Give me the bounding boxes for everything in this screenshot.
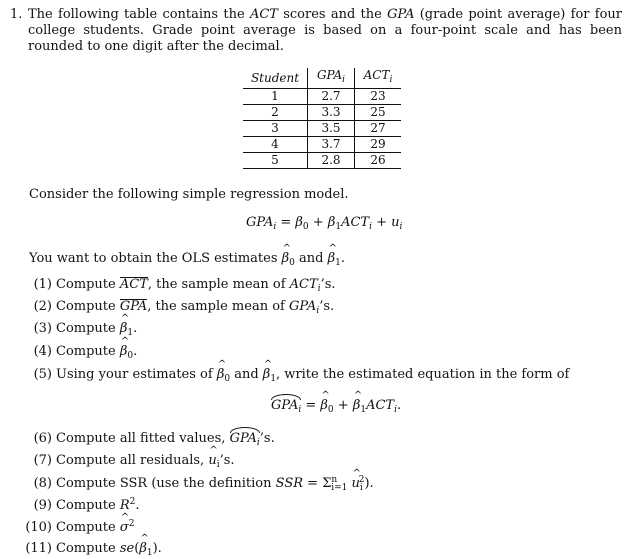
problem-number: 1.	[10, 7, 23, 22]
question-item: (4) Compute ^ $\beta_0$.	[22, 344, 137, 361]
question-item: (11) Compute se(^ $\beta_1$).	[22, 541, 162, 558]
intro-text: The following table contains the ACT scores and the GPA (grade point average) for four college students. Grade point average is based on a four-point scale and has been rounded to one digit after the decimal.	[28, 7, 622, 54]
table-row	[243, 153, 401, 169]
table-row	[243, 121, 401, 137]
question-item: (2) Compute GPA, the sample mean of $GPA_i’s$.	[33, 299, 335, 316]
table-row	[243, 105, 401, 121]
question-item: (9) Compute $R^2$.	[33, 497, 140, 513]
cell-gpa: 3.5	[308, 121, 355, 137]
cell-gpa: 2.7	[308, 89, 355, 105]
model-equation: $GPA_i = \beta_0 + \beta_1ACT_i + u_i$	[246, 215, 403, 232]
header-gpa: $GPA_i$	[308, 68, 355, 89]
question-item: (8) Compute SSR (use the definition SSR = $\Sigma^n_{i=1}$ ^ $u_i^2$).	[22, 475, 374, 493]
cell-student: 2	[243, 105, 308, 121]
cell-gpa: 3.3	[308, 105, 355, 121]
table-row	[243, 137, 401, 153]
question-item: (7) Compute all residuals, ^ $u_i’s$.	[22, 453, 235, 470]
cell-student: 1	[243, 89, 308, 105]
cell-act: 27	[355, 121, 402, 137]
question-item: (5) Using your estimates of ^ $\beta_0$ and ^ $\beta_1$, write the estimated equation in the form of	[22, 367, 569, 384]
question-item: (1) Compute ACT, the sample mean of $ACT_i’s$.	[33, 277, 336, 294]
data-table	[243, 68, 401, 169]
model-intro: Consider the following simple regression model.	[29, 187, 349, 202]
problem-intro	[10, 7, 622, 55]
cell-student: 3	[243, 121, 308, 137]
question-item: (10) Compute ^ $\sigma^2$	[22, 519, 134, 535]
ols-prompt: You want to obtain the OLS estimates ^ $\beta_0$ and ^ $\beta_1$.	[29, 251, 345, 268]
cell-act: 25	[355, 105, 402, 121]
header-act: $ACT_i$	[355, 68, 402, 89]
cell-act: 26	[355, 153, 402, 169]
estimated-equation: $GPA_i$ = ^ $\beta_0$ + ^ $\beta_1ACT_i$.	[271, 398, 401, 415]
cell-gpa: 2.8	[308, 153, 355, 169]
cell-student: 4	[243, 137, 308, 153]
cell-student: 5	[243, 153, 308, 169]
question-item: (6) Compute all fitted values, $GPA_i’s$.	[33, 431, 275, 448]
header-student: Student	[243, 68, 308, 89]
question-item: (3) Compute ^ $\beta_1$.	[22, 321, 137, 338]
table-header-row	[243, 68, 401, 89]
cell-act: 29	[355, 137, 402, 153]
cell-act: 23	[355, 89, 402, 105]
table-row	[243, 89, 401, 105]
cell-gpa: 3.7	[308, 137, 355, 153]
